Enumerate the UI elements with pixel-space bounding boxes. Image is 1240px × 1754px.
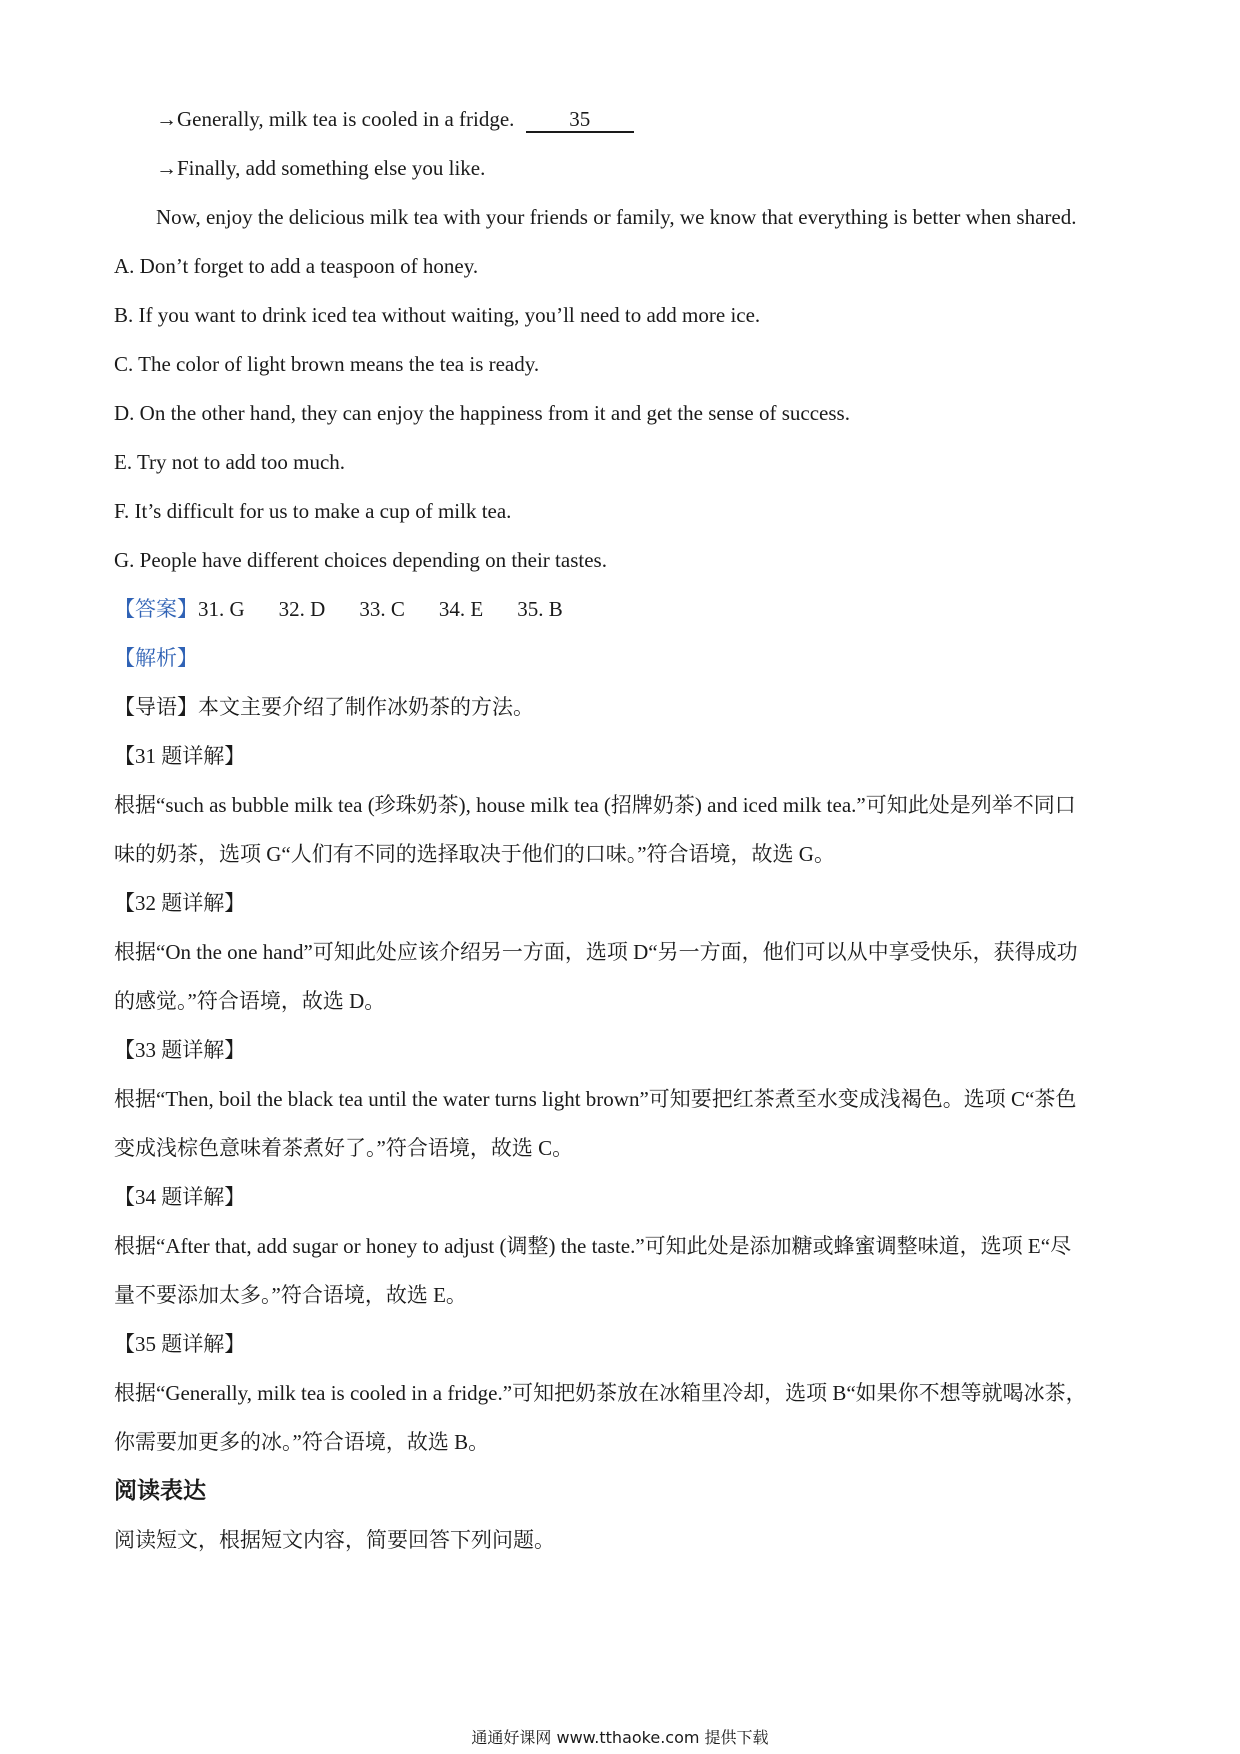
section-title: 阅读表达	[114, 1478, 206, 1504]
detail-32-title: 【32 题详解】	[114, 891, 246, 915]
step-cool-text: →Generally, milk tea is cooled in a fridge.	[156, 107, 515, 131]
detail-34-line-2: 量不要添加太多。”符合语境，故选 E。	[114, 1283, 467, 1307]
option-f: F. It’s difficult for us to make a cup of milk tea.	[114, 499, 512, 523]
option-e: E. Try not to add too much.	[114, 450, 346, 474]
answer-33: 33. C	[359, 597, 405, 621]
detail-35-line-1: 根据“Generally, milk tea is cooled in a fridge.”可知把奶茶放在冰箱里冷却，选项 B“如果你不想等就喝冰茶，	[114, 1381, 1087, 1405]
detail-31-title: 【31 题详解】	[114, 744, 246, 768]
detail-32-line-2: 的感觉。”符合语境，故选 D。	[114, 989, 386, 1013]
blank-35: 35	[526, 107, 634, 133]
option-a: A. Don’t forget to add a teaspoon of honey.	[114, 254, 479, 278]
option-b: B. If you want to drink iced tea without waiting, you’ll need to add more ice.	[114, 303, 761, 327]
option-g: G. People have different choices depending on their tastes.	[114, 548, 607, 572]
answer-35: 35. B	[517, 597, 563, 621]
guide-text: 【导语】本文主要介绍了制作冰奶茶的方法。	[114, 695, 534, 719]
detail-33-title: 【33 题详解】	[114, 1038, 246, 1062]
answer-line	[114, 594, 1124, 624]
answer-34: 34. E	[438, 597, 484, 621]
analysis-label: 【解析】	[114, 646, 198, 670]
footer-source: 通通好课网 www.tthaoke.com 提供下载	[471, 1728, 769, 1747]
detail-34-line-1: 根据“After that, add sugar or honey to adjust (调整) the taste.”可知此处是添加糖或蜂蜜调整味道，选项 E“尽	[114, 1234, 1072, 1258]
detail-33-line-1: 根据“Then, boil the black tea until the water turns light brown”可知要把红茶煮至水变成浅褐色。选项 C“茶色	[114, 1087, 1077, 1111]
detail-32-line-1: 根据“On the one hand”可知此处应该介绍另一方面，选项 D“另一方面，他们可以从中享受快乐，获得成功	[114, 940, 1078, 964]
detail-31-line-1: 根据“such as bubble milk tea (珍珠奶茶), house milk tea (招牌奶茶) and iced milk tea.”可知此处是列举不同口	[114, 793, 1076, 817]
answer-label: 【答案】	[114, 597, 198, 621]
answer-31: 31. G	[198, 597, 245, 621]
detail-35-title: 【35 题详解】	[114, 1332, 246, 1356]
option-d: D. On the other hand, they can enjoy the happiness from it and get the sense of success.	[114, 401, 850, 425]
passage-step-finally: →Finally, add something else you like.	[156, 156, 486, 180]
detail-33-line-2: 变成浅棕色意味着茶煮好了。”符合语境，故选 C。	[114, 1136, 574, 1160]
option-c: C. The color of light brown means the tea is ready.	[114, 352, 540, 376]
passage-step-cool	[156, 104, 1166, 134]
detail-35-line-2: 你需要加更多的冰。”符合语境，故选 B。	[114, 1430, 490, 1454]
section-instruction: 阅读短文，根据短文内容，简要回答下列问题。	[114, 1528, 555, 1552]
detail-31-line-2: 味的奶茶，选项 G“人们有不同的选择取决于他们的口味。”符合语境，故选 G。	[114, 842, 835, 866]
answer-32: 32. D	[278, 597, 326, 621]
detail-34-title: 【34 题详解】	[114, 1185, 246, 1209]
passage-closing: Now, enjoy the delicious milk tea with your friends or family, we know that everything is better when shared.	[156, 205, 1077, 229]
